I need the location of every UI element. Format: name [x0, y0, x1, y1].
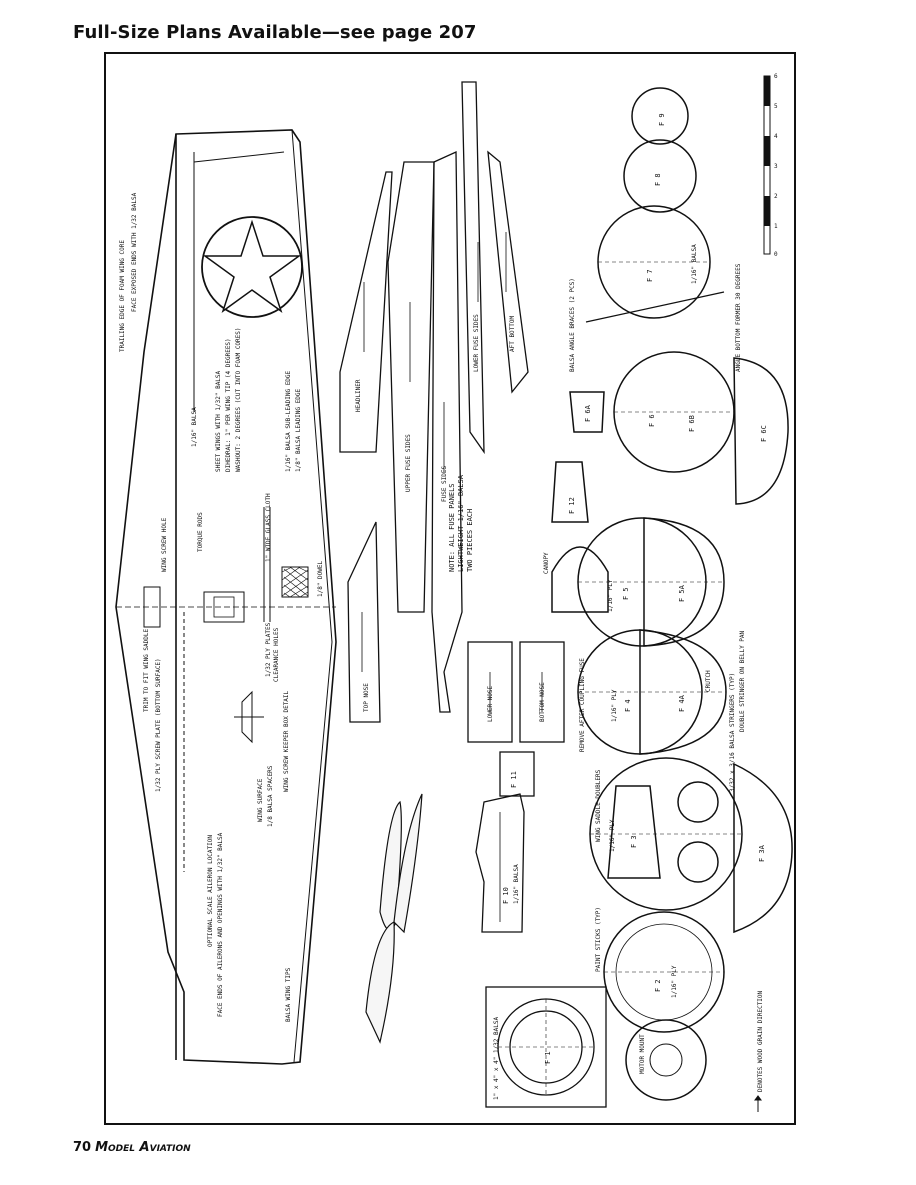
- grain-label: DENOTES WOOD GRAIN DIRECTION: [757, 990, 764, 1092]
- upper-fuse-label: UPPER FUSE SIDES: [405, 434, 412, 492]
- f10-label: F 10: [502, 887, 510, 904]
- crutch-label: CRUTCH: [705, 670, 712, 692]
- stringers-label: 3/32 x 3/16 BALSA STRINGERS (TYP): [729, 672, 736, 792]
- bottom-nose-label: BOTTOM NOSE: [539, 682, 546, 722]
- aft-bottom-panel: [488, 152, 528, 392]
- page-header-title: Full-Size Plans Available—see page 207: [73, 22, 477, 43]
- torque-rods-label: TORQUE RODS: [197, 512, 204, 552]
- note-line-2: LIGHTWEIGHT 1/16" BALSA: [457, 475, 465, 572]
- f3a-label: F 3A: [758, 845, 766, 862]
- f1-part: [486, 987, 606, 1107]
- f7-balsa-label: 1/16" BALSA: [691, 244, 698, 284]
- lightening-hole-bottom: [678, 842, 718, 882]
- sheet-wings-label: SHEET WINGS WITH 1/32" BALSA: [215, 370, 222, 472]
- scale-tick: 0: [774, 251, 778, 258]
- plan-drawing: [104, 52, 796, 1125]
- f2-label: F 2: [654, 979, 662, 992]
- paint-sticks-label: PAINT STICKS (TYP): [595, 906, 602, 972]
- dihedral-label: DIHEDRAL: 1" PER WING TIP (4 DEGREES): [225, 338, 232, 472]
- note-line-1: NOTE: ALL FUSE PANELS: [448, 483, 456, 572]
- f3-ply-label: 1/16" PLY: [609, 819, 616, 852]
- stab-airfoils: [366, 794, 422, 1042]
- f4a-label: F 4A: [678, 695, 686, 712]
- f8-label: F 8: [654, 173, 662, 186]
- face-aileron-label: FACE ENDS OF AILERONS AND OPENINGS WITH 1/32" BALSA: [217, 832, 224, 1017]
- f10-part: [476, 752, 534, 932]
- wing-tips-label: BALSA WING TIPS: [285, 967, 292, 1022]
- f5-ply-label: 1/16" PLY: [607, 579, 614, 612]
- fuse-labels: [355, 314, 546, 722]
- f2-ply-label: 1/16" PLY: [671, 965, 678, 998]
- leading-edge-label: 1/8" BALSA LEADING EDGE: [295, 388, 302, 472]
- f6-label: F 6: [648, 414, 656, 427]
- canopy-former: [552, 547, 608, 612]
- keeper-box-detail: [234, 692, 264, 742]
- scale-tick: 1: [774, 223, 778, 230]
- dowel-block: [282, 567, 308, 597]
- washout-label: WASHOUT: 2 DEGREES (CUT INTO FOAM CORES): [235, 327, 242, 472]
- f4-label: F 4: [624, 699, 632, 712]
- wing-screw-hole-label: WING SCREW HOLE: [161, 517, 168, 572]
- screw-plate-label: 1/32 PLY SCREW PLATE (BOTTOM SURFACE): [155, 658, 162, 792]
- lower-fuse-label: LOWER FUSE SIDES: [473, 314, 480, 372]
- f1-ply-label: 1" x 4" x 4" 1/32 BALSA: [493, 1016, 500, 1100]
- scale-tick: 2: [774, 193, 778, 200]
- wing-saddle-label: WING SADDLE DOUBLERS: [595, 769, 602, 842]
- double-stringer-label: DOUBLE STRINGER ON BELLY PAN: [739, 630, 746, 732]
- ply-plates-label: 1/32 PLY PLATES: [265, 622, 272, 677]
- f6c-label: F 6C: [760, 425, 768, 442]
- top-nose-label: TOP NOSE: [363, 683, 370, 712]
- lightening-hole-top: [678, 782, 718, 822]
- f6a-label: F 6A: [584, 405, 592, 422]
- trailing-edge-label: TRAILING EDGE OF FOAM WING CORE: [119, 240, 126, 352]
- aileron-location-label: OPTIONAL SCALE AILERON LOCATION: [207, 835, 214, 947]
- f6b-label: F 6B: [688, 415, 696, 432]
- fuse-side-panel: [432, 152, 462, 712]
- f5a-label: F 5A: [678, 585, 686, 602]
- aft-bottom-label: AFT BOTTOM: [509, 315, 516, 352]
- lower-nose-label: LOWER NOSE: [487, 685, 494, 722]
- f1-label: F 1: [544, 1051, 552, 1064]
- scale-tick: 3: [774, 163, 778, 170]
- f12-label: F 12: [568, 497, 576, 514]
- headliner-label: HEADLINER: [355, 379, 362, 412]
- f4-ply-label: 1/16" PLY: [611, 689, 618, 722]
- scale-tick: 6: [774, 73, 778, 80]
- headliner-panel: [340, 172, 392, 452]
- former-labels: [543, 113, 768, 1092]
- f5-label: F 5: [622, 587, 630, 600]
- glass-cloth-label: 1" WIDE GLASS CLOTH: [265, 493, 272, 562]
- grain-arrow-icon: [755, 1096, 761, 1112]
- trim-saddle-label: TRIM TO FIT WING SADDLE: [143, 628, 150, 712]
- angle-braces-label: BALSA ANGLE BRACES (2 PCS): [569, 278, 576, 372]
- scale-bar: [764, 76, 770, 254]
- clearance-label: CLEARANCE HOLES: [273, 627, 280, 682]
- lower-fuse-side-panel: [462, 82, 484, 452]
- spacers-label: 1/8 BALSA SPACERS: [267, 765, 274, 827]
- magazine-name: Model Aviation: [95, 1140, 191, 1155]
- wing-surface-label: WING SURFACE: [257, 778, 264, 822]
- scale-tick-labels: [774, 73, 778, 258]
- formers: [552, 88, 792, 1100]
- canopy-label: CANOPY: [543, 552, 550, 574]
- f3-label: F 3: [630, 835, 638, 848]
- f11-label: F 11: [510, 771, 518, 788]
- f9-label: F 9: [658, 113, 666, 126]
- f10-balsa-label: 1/16" BALSA: [513, 864, 520, 904]
- angle-bottom-label: ANGLE BOTTOM FORMER 30 DEGREES: [735, 263, 742, 372]
- motor-mount-label: MOTOR MOUNT: [639, 1034, 646, 1074]
- scale-tick: 5: [774, 103, 778, 110]
- page-number: 70: [73, 1140, 92, 1155]
- star-insignia-icon: [202, 217, 302, 317]
- note-line-3: TWO PIECES EACH: [466, 508, 474, 572]
- scale-tick: 4: [774, 133, 778, 140]
- page-footer: [73, 1140, 191, 1155]
- plan-border: [105, 53, 795, 1124]
- fuse-panels: [340, 82, 564, 742]
- remove-after-label: REMOVE AFTER COUPLING FUSE: [579, 658, 586, 752]
- keeper-box-label: WING SCREW KEEPER BOX DETAIL: [283, 690, 290, 792]
- f7-label: F 7: [646, 269, 654, 282]
- upper-fuse-side-panel: [388, 162, 434, 612]
- balsa-label: 1/16" BALSA: [191, 407, 198, 447]
- fuse-sides-label: FUSE SIDES: [441, 465, 448, 502]
- sub-leading-label: 1/16" BALSA SUB-LEADING EDGE: [285, 370, 292, 472]
- dowel-label: 1/8" DOWEL: [317, 560, 324, 597]
- face-ends-label: FACE EXPOSED ENDS WITH 1/32 BALSA: [131, 192, 138, 312]
